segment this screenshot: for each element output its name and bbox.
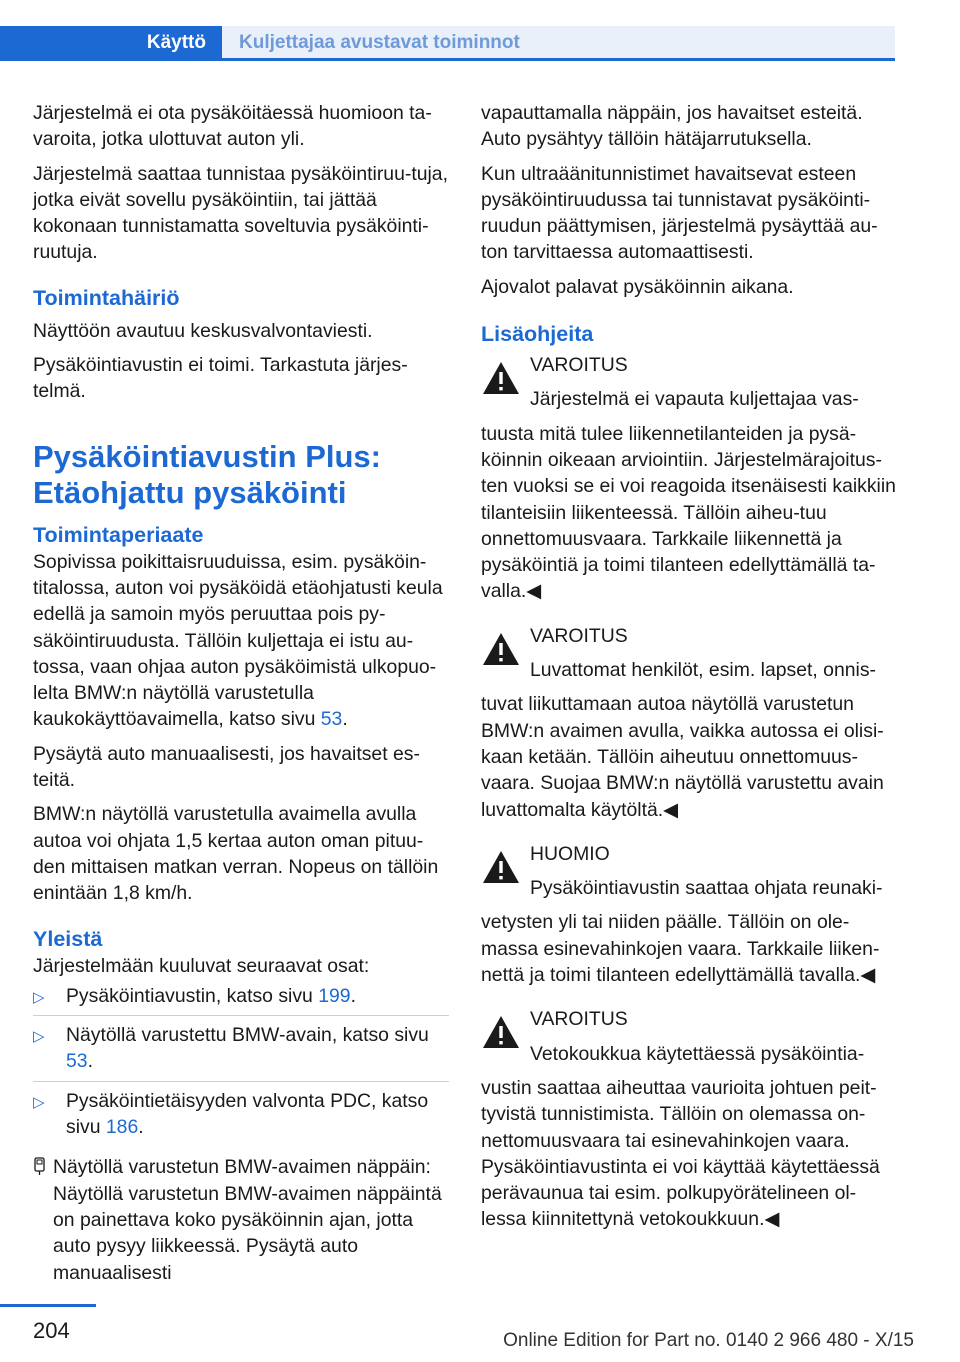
warning-text: vustin saattaa aiheuttaa vaurioita johtuen peit‐tyvistä tunnistimista. Tällöin on olemassa on‐nettomuusvaara tai esinevahinkojen vaara. Pysäköintiavustinta ei voi käyttää käytettäessä perävaunua tai esim. polkupyörätelineen ol‐lessa kiinnitettynä vetokoukkuun.◀ <box>481 1076 880 1231</box>
page-link[interactable]: 199 <box>318 984 351 1007</box>
paragraph: Järjestelmään kuuluvat seuraavat osat: <box>33 954 370 977</box>
paragraph: Näyttöön avautuu keskusvalvontaviesti. <box>33 319 373 342</box>
warning-title: VAROITUS <box>530 354 628 377</box>
paragraph: Pysäytä auto manuaalisesti, jos havaitset es‐teitä. <box>33 742 420 792</box>
list-item: ▷ Näytöllä varustettu BMW-avain, katso sivu 53. <box>33 1022 449 1082</box>
section-tab: Käyttö <box>0 26 222 60</box>
footer-rule <box>0 1304 96 1307</box>
right-column <box>481 100 896 1251</box>
warning-block <box>481 352 896 605</box>
warning-icon <box>481 360 521 396</box>
paragraph: Ajovalot palavat pysäköinnin aikana. <box>481 275 794 298</box>
paragraph: Kun ultraäänitunnistimet havaitsevat esteen pysäköintiruudussa tai tunnistavat pysäköinti‐ruudun päättymisen, järjestelmä pysäyttää au‐ton tarvittaessa automaattisesti. <box>481 162 878 264</box>
warning-block <box>481 1006 896 1232</box>
page-link[interactable]: 53 <box>66 1050 88 1073</box>
heading-tips: Lisäohjeita <box>481 322 594 347</box>
paragraph: Pysäköintiavustin ei toimi. Tarkastuta järjes‐telmä. <box>33 354 408 403</box>
page-header <box>0 26 895 60</box>
warning-title: VAROITUS <box>530 624 628 647</box>
warning-block <box>481 623 896 823</box>
warning-icon <box>481 631 521 667</box>
triangle-bullet-icon: ▷ <box>33 1028 45 1046</box>
warning-text: Luvattomat henkilöt, esim. lapset, onnis‐ <box>530 659 876 682</box>
paragraph: Näytöllä varustetun BMW-avaimen näppäin: Näytöllä varustetun BMW-avaimen näppäintä on painettava koko pysäköinnin ajan, jotta auto pysyy liikkeessä. Pysäytä auto manuaalisesti <box>33 1154 449 1285</box>
warning-text: tuusta mitä tulee liikennetilanteiden ja pysä‐köinnin oikeaan arviointiin. Järjestelmärajoitus‐ten vuoksi se ei voi reagoida itsenäisesti kaikkiin tilanteisiin liikenteessä. Tällöin aiheu‐tuu onnettomuusvaara. Tarkkaile liikennettä ja pysäköintiä ja toimi tilanteen edellyttämällä ta‐valla.◀ <box>481 422 896 603</box>
page-link[interactable]: 53 <box>320 708 343 731</box>
list-item: ▷ Pysäköintietäisyyden valvonta PDC, katso sivu 186. <box>33 1089 429 1139</box>
warning-title: VAROITUS <box>530 1008 628 1031</box>
left-column <box>33 100 449 1294</box>
heading-malfunction: Toimintahäiriö <box>33 285 180 310</box>
warning-text: Järjestelmä ei vapauta kuljettajaa vas‐ <box>530 388 859 411</box>
paragraph: Järjestelmä ei ota pysäköitäessä huomioon ta‐varoita, jotka ulottuvat auton yli. <box>33 102 432 151</box>
warning-text: Pysäköintiavustin saattaa ohjata reunaki‐ <box>530 877 883 900</box>
heading-principle: Toimintaperiaate <box>33 522 204 547</box>
page-link[interactable]: 186 <box>105 1116 139 1139</box>
chapter-tab: Kuljettajaa avustavat toiminnot <box>222 26 895 60</box>
edition-text: Online Edition for Part no. 0140 2 966 480 - X/15 <box>503 1330 914 1351</box>
header-rule <box>0 58 895 61</box>
page-number: 204 <box>33 1318 70 1343</box>
triangle-bullet-icon: ▷ <box>33 1093 45 1111</box>
paragraph: BMW:n näytöllä varustetulla avaimella avulla autoa voi ohjata 1,5 kertaa auton oman pituu‐den mittaisen matkan verran. Nopeus on tällöin enintään 1,8 km/h. <box>33 803 439 905</box>
paragraph: Järjestelmä saattaa tunnistaa pysäköintiruu‐tuja, jotka eivät sovellu pysäköintiin, tai jättää kokonaan tunnistamatta soveltuvia pysäköinti‐ruutuja. <box>33 162 448 264</box>
warning-text: tuvat liikuttamaan autoa näytöllä varustetun BMW:n avaimen avulla, vaikka autossa ei olisi‐kaan ketään. Tällöin aiheutuu onnettomuus‐vaara. Suojaa BMW:n näytöllä varustettu avain luvattomalta käytöltä.◀ <box>481 693 884 821</box>
component-list <box>33 983 449 1146</box>
paragraph: vapauttamalla näppäin, jos havaitset esteitä. Auto pysähtyy tällöin hätäjarrutuksella. <box>481 102 863 151</box>
triangle-bullet-icon: ▷ <box>33 988 45 1006</box>
heading-general: Yleistä <box>33 926 103 951</box>
warning-title: HUOMIO <box>530 842 610 865</box>
key-icon <box>33 1157 46 1176</box>
list-item: ▷ Pysäköintiavustin, katso sivu 199. <box>33 983 449 1016</box>
warning-block <box>481 841 896 988</box>
warning-text: vetysten yli tai niiden päälle. Tällöin on ole‐massa esinevahinkojen vaara. Tarkkaile liiken‐nettä ja toimi tilanteen edellyttämällä tavalla.◀ <box>481 911 880 987</box>
section-title: Pysäköintiavustin Plus: Etäohjattu pysäköinti <box>33 438 381 510</box>
warning-text: Vetokoukkua käytettäessä pysäköintia‐ <box>530 1042 865 1065</box>
warning-icon <box>481 1014 521 1050</box>
warning-icon <box>481 849 521 885</box>
paragraph: Sopivissa poikittaisruuduissa, esim. pysäköin‐titalossa, auton voi pysäköidä etäohjatusti keula edellä ja samoin myös peruuttaa pois py‐säköintiruudusta. Tällöin kuljettaja ei istu au‐tossa, vaan ohjaa auton pysäköimistä ulkopuo‐lelta BMW:n näytöllä varustetulla kaukokäyttöavaimella, katso sivu 53. <box>33 550 443 731</box>
